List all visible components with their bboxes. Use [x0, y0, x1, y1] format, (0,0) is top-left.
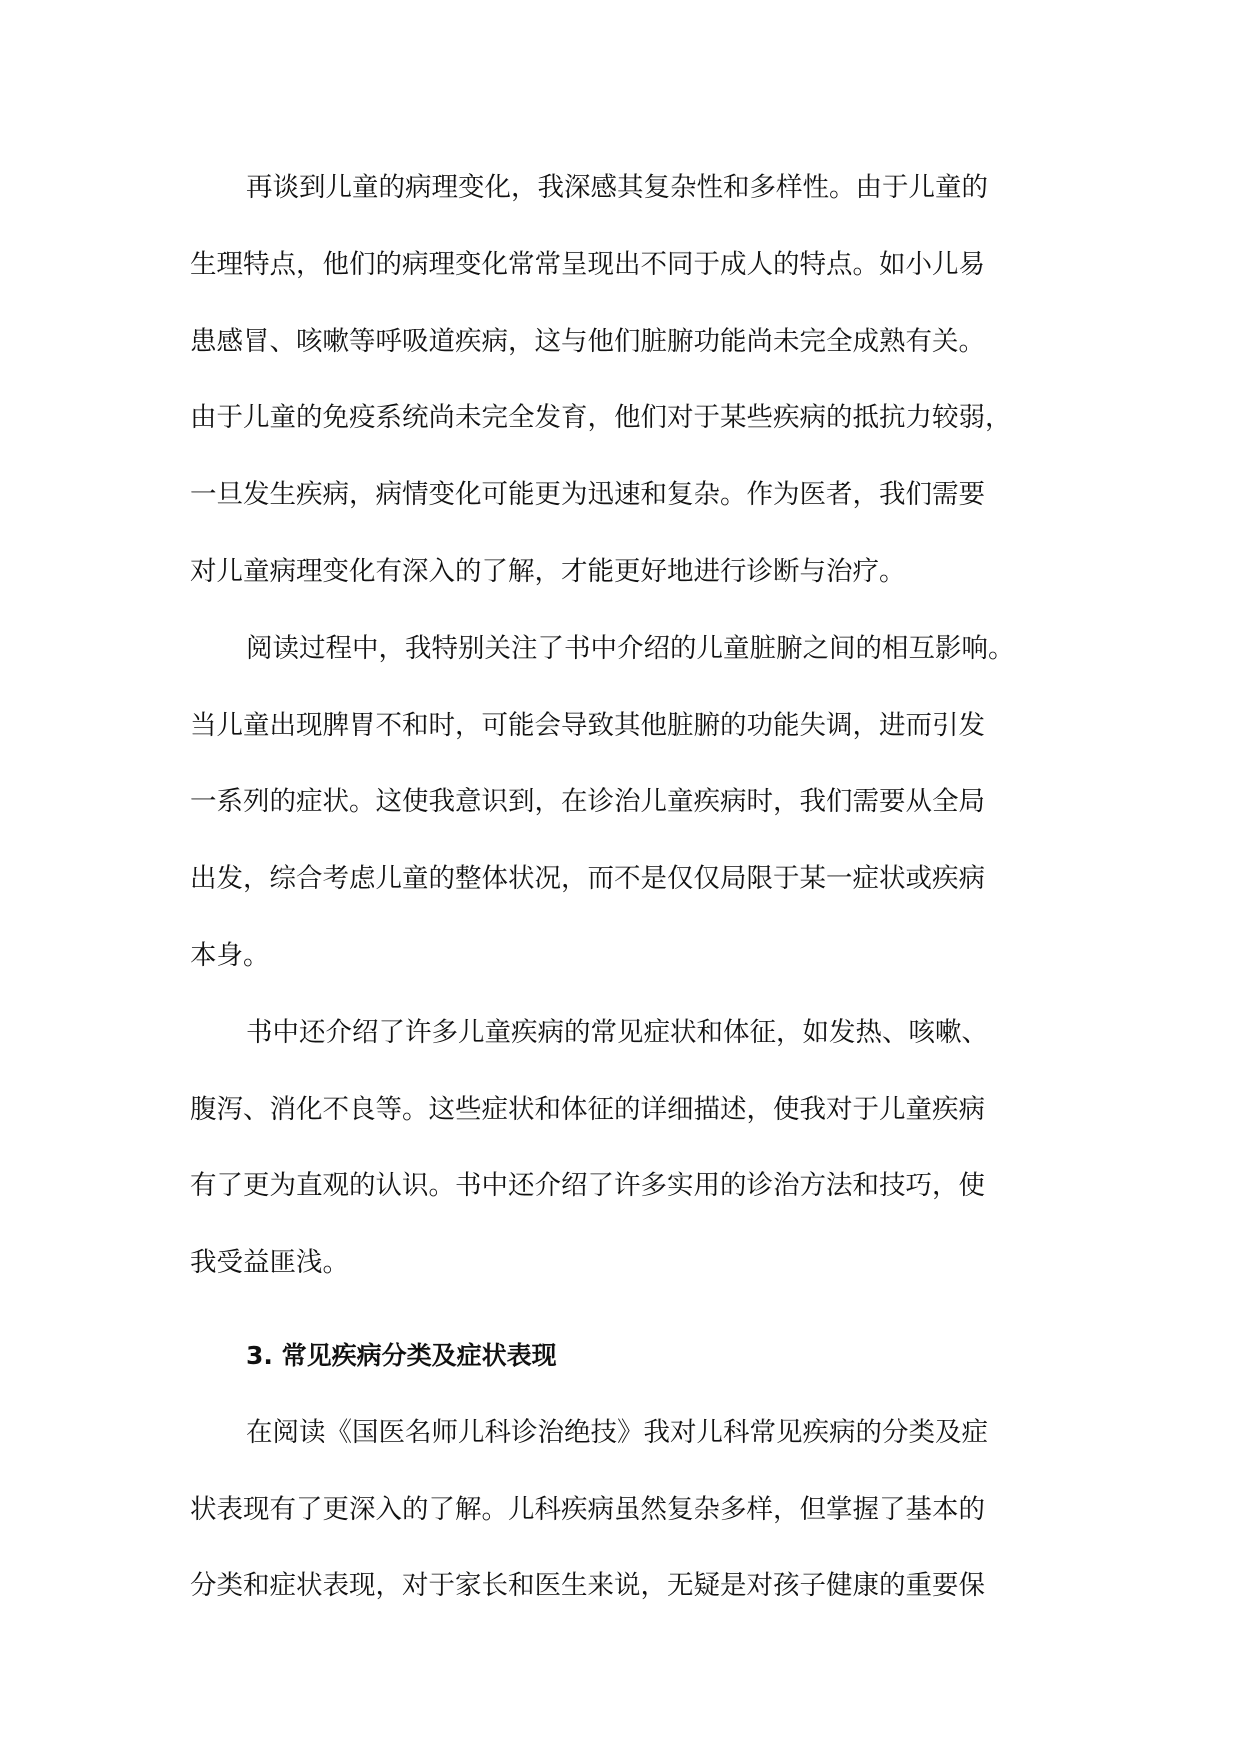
paragraph-pathology [190, 150, 1052, 611]
paragraph-line: 对儿童病理变化有深入的了解，才能更好地进行诊断与治疗。 [190, 555, 906, 587]
paragraph-line: 出发，综合考虑儿童的整体状况，而不是仅仅局限于某一症状或疾病 [190, 863, 985, 895]
paragraph-line: 本身。 [190, 939, 270, 971]
paragraph-line: 生理特点，他们的病理变化常常呈现出不同于成人的特点。如小儿易 [190, 248, 985, 280]
section-spacer [190, 1302, 1052, 1318]
paragraph-line: 由于儿童的免疫系统尚未完全发育，他们对于某些疾病的抵抗力较弱， [190, 402, 1012, 434]
paragraph-organ-interaction [190, 611, 1052, 995]
paragraph-symptoms [190, 995, 1052, 1302]
paragraph-classification [190, 1395, 1052, 1625]
paragraph-line: 我受益匪浅。 [190, 1247, 349, 1279]
paragraph-line: 状表现有了更深入的了解。儿科疾病虽然复杂多样，但掌握了基本的 [190, 1493, 985, 1525]
paragraph-line: 有了更为直观的认识。书中还介绍了许多实用的诊治方法和技巧，使 [190, 1170, 985, 1202]
section-heading: 3. 常见疾病分类及症状表现 [246, 1340, 557, 1370]
paragraph-line: 一旦发生疾病，病情变化可能更为迅速和复杂。作为医者，我们需要 [190, 479, 985, 511]
paragraph-line: 分类和症状表现，对于家长和医生来说，无疑是对孩子健康的重要保 [190, 1570, 985, 1602]
paragraph-line: 患感冒、咳嗽等呼吸道疾病，这与他们脏腑功能尚未完全成熟有关。 [190, 325, 985, 357]
paragraph-line: 在阅读《国医名师儿科诊治绝技》我对儿科常见疾病的分类及症 [246, 1416, 988, 1448]
paragraph-line: 再谈到儿童的病理变化，我深感其复杂性和多样性。由于儿童的 [246, 172, 988, 203]
paragraph-line: 阅读过程中，我特别关注了书中介绍的儿童脏腑之间的相互影响。 [246, 632, 1015, 664]
paragraph-line: 一系列的症状。这使我意识到，在诊治儿童疾病时，我们需要从全局 [190, 786, 985, 818]
document-body [190, 150, 1052, 1625]
paragraph-line: 腹泻、消化不良等。这些症状和体征的详细描述，使我对于儿童疾病 [190, 1093, 985, 1125]
paragraph-line: 当儿童出现脾胃不和时，可能会导致其他脏腑的功能失调，进而引发 [190, 709, 985, 741]
paragraph-line: 书中还介绍了许多儿童疾病的常见症状和体征，如发热、咳嗽、 [246, 1016, 988, 1048]
